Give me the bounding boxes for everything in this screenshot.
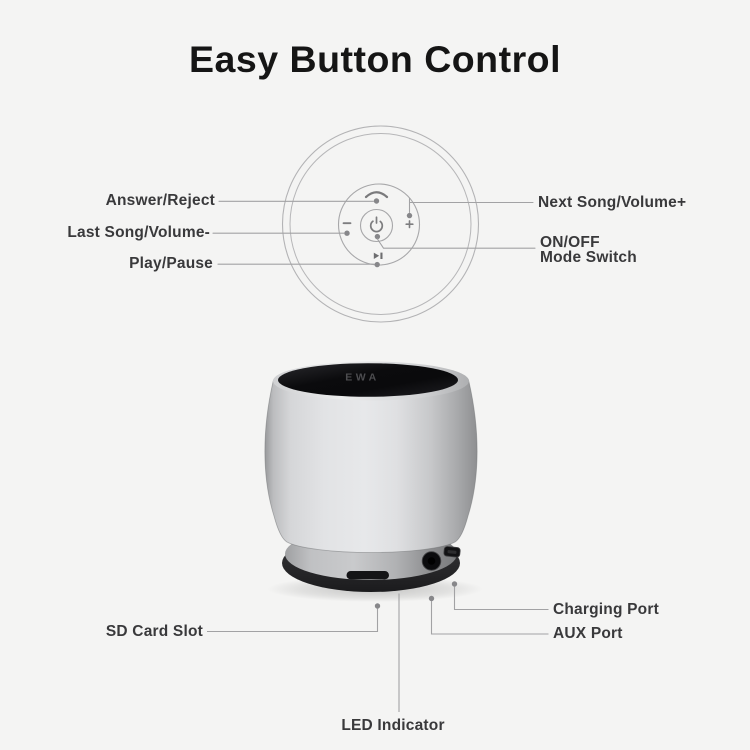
callout-line-next-song — [410, 198, 534, 212]
callout-dot-aux — [429, 596, 434, 601]
speaker-photo — [265, 362, 483, 603]
sd-card-slot — [347, 571, 390, 579]
speaker-outer-edge-circle — [283, 126, 479, 322]
label-on-off-mode-switch — [540, 235, 637, 265]
volume-up-plus-icon — [406, 221, 413, 228]
label-sd-card-slot: SD Card Slot — [105, 623, 203, 640]
page-title: Easy Button Control — [189, 38, 561, 81]
callout-line-on-off — [377, 239, 535, 248]
callout-line-sd-card — [207, 609, 378, 632]
aux-port — [422, 552, 441, 571]
callout-dot-charging — [452, 581, 457, 586]
answer-arc-icon — [366, 192, 387, 197]
label-next-song-volume-up: Next Song/Volume+ — [538, 194, 687, 211]
label-last-song-volume-down: Last Song/Volume- — [67, 224, 210, 241]
callout-dot-volume-up — [407, 213, 412, 218]
label-aux-port: AUX Port — [553, 625, 623, 642]
label-led-indicator: LED Indicator — [341, 717, 445, 734]
speaker-rim-circle — [290, 134, 471, 315]
top-view-diagram — [213, 126, 535, 322]
label-answer-reject: Answer/Reject — [105, 192, 215, 209]
label-play-pause: Play/Pause — [129, 255, 213, 272]
callout-dot-play-pause — [375, 262, 380, 267]
callout-dot-sd-card — [375, 603, 380, 608]
brand-logo: EWA — [345, 371, 380, 384]
label-mode-switch: Mode Switch — [540, 249, 637, 266]
callout-line-aux — [432, 601, 549, 634]
label-on-off: ON/OFF — [540, 234, 600, 251]
charging-port — [444, 546, 461, 557]
play-pause-icon — [374, 253, 383, 259]
callout-dot-answer — [374, 198, 379, 203]
callout-dot-volume-down — [344, 231, 349, 236]
power-icon — [371, 217, 383, 231]
label-charging-port: Charging Port — [553, 601, 659, 618]
